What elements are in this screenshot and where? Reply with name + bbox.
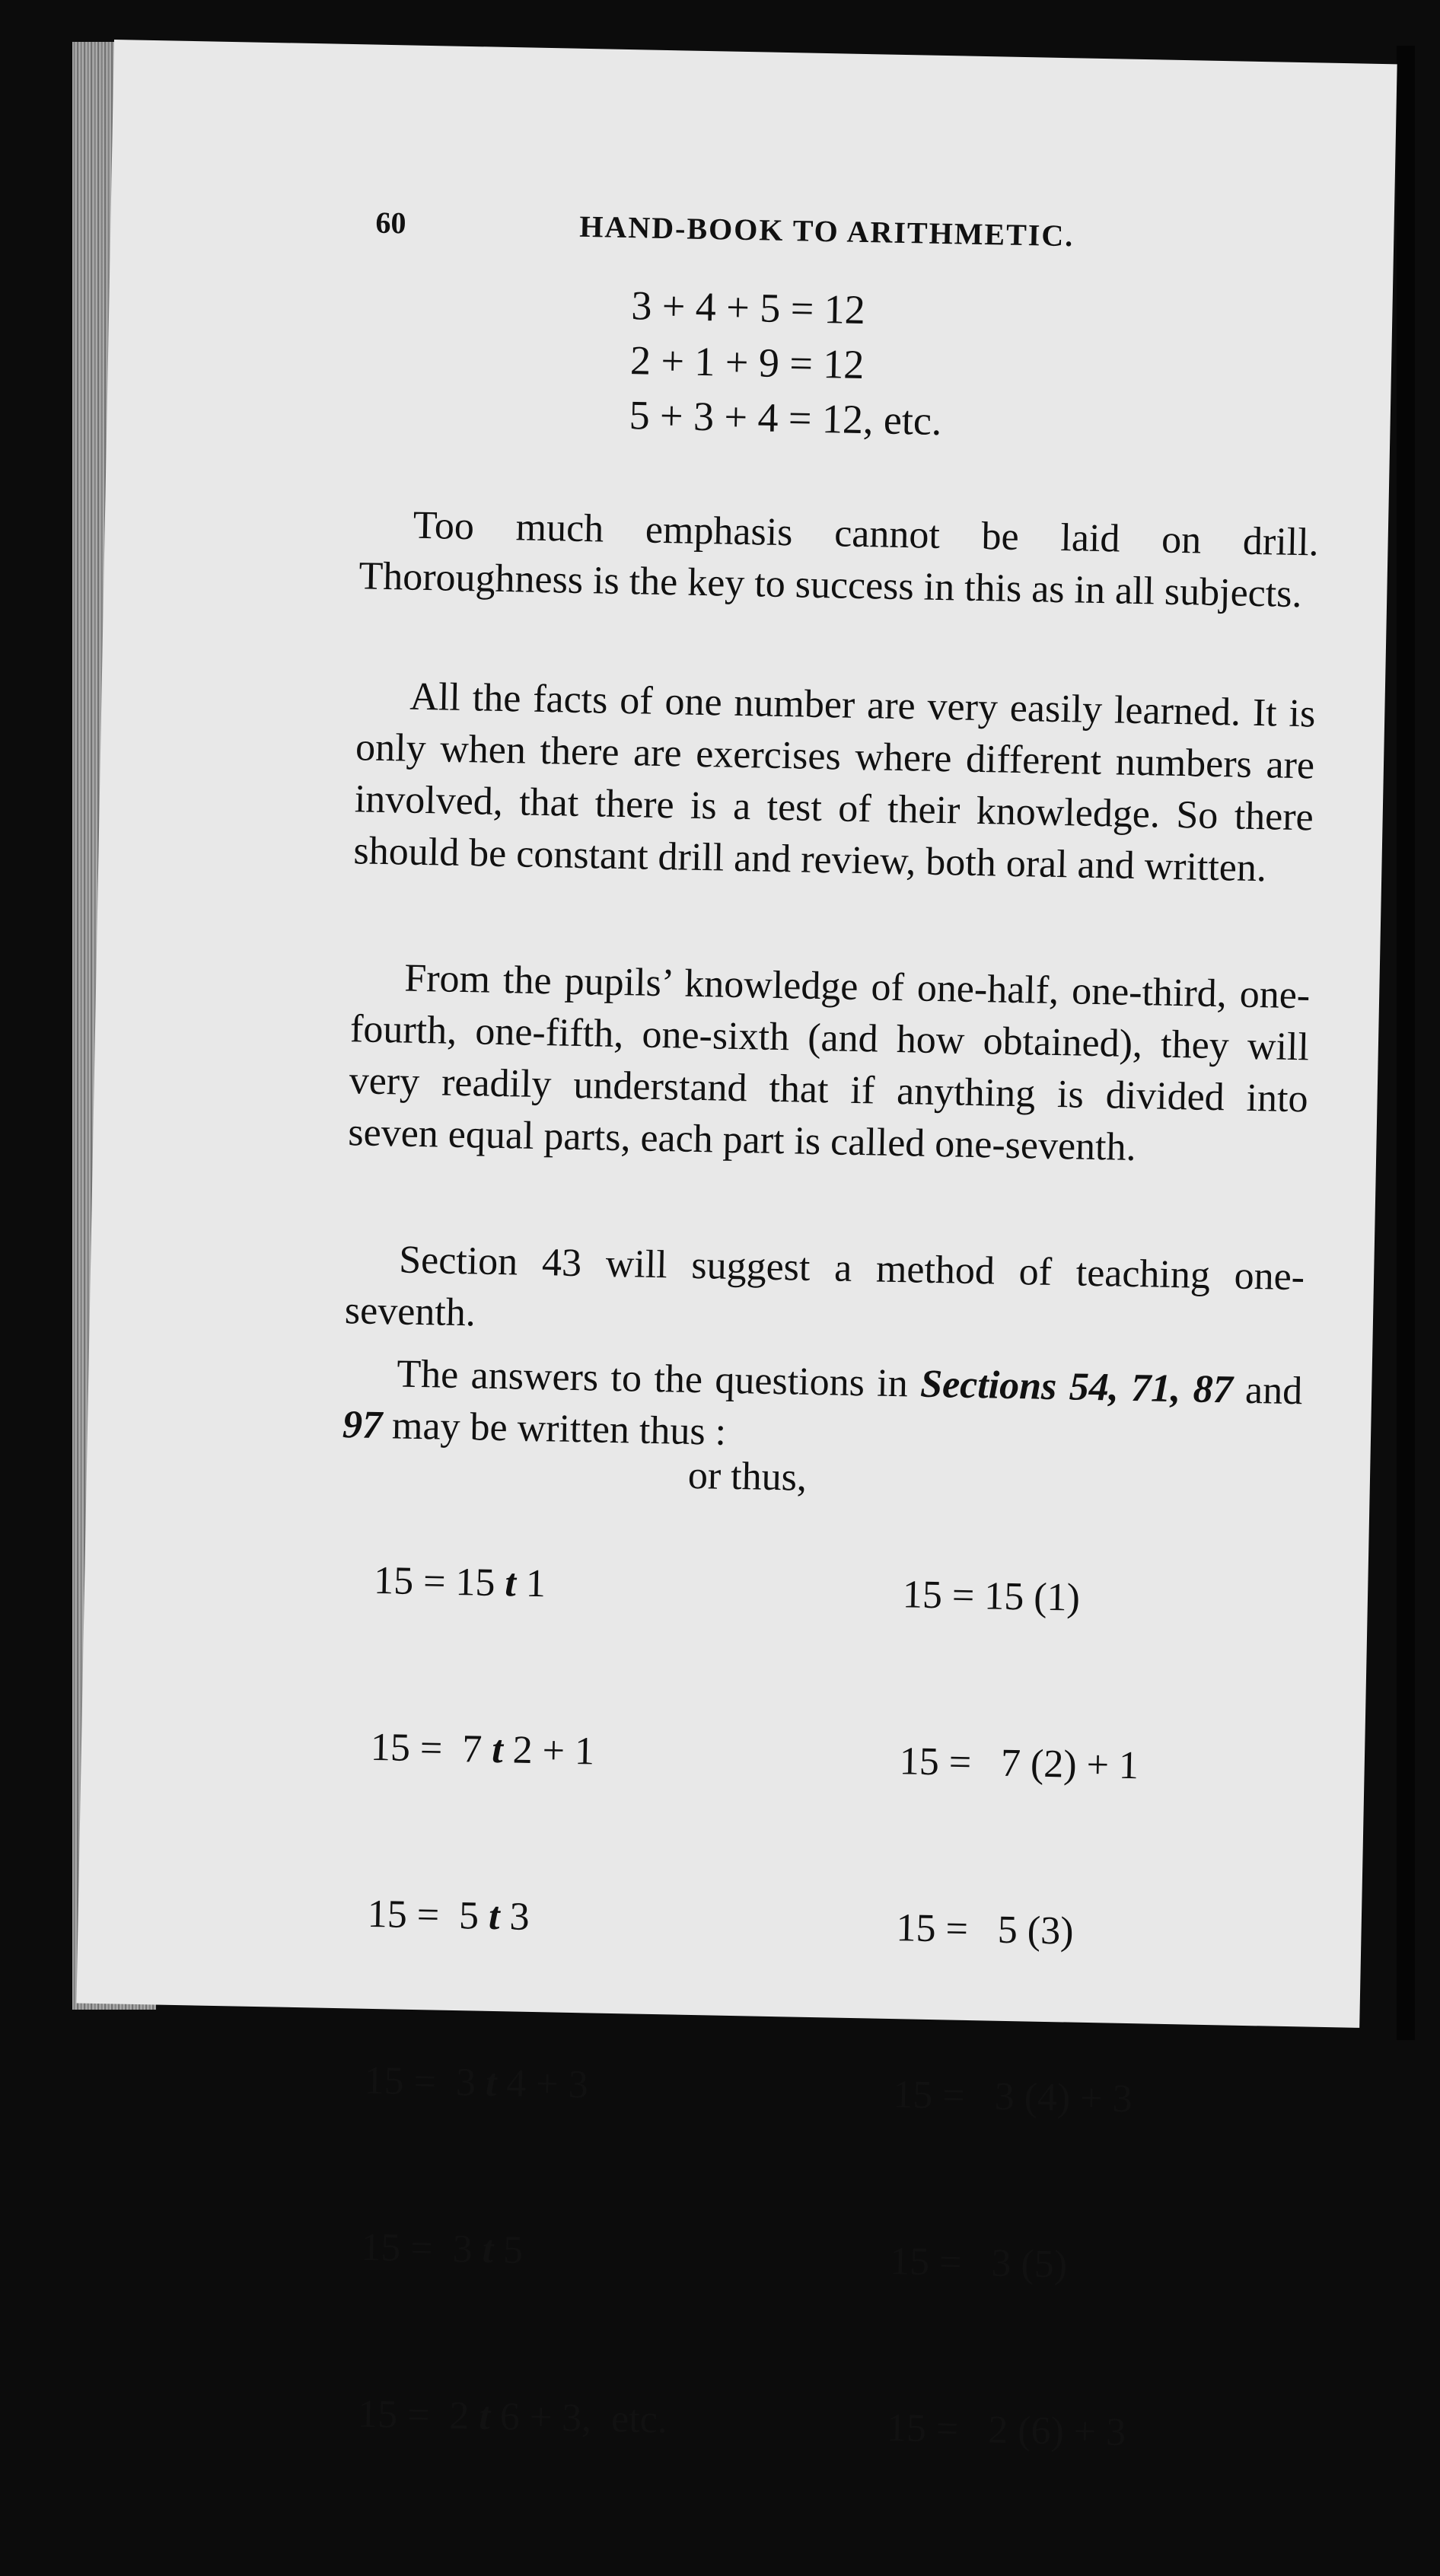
answer-quotient: 2 [448, 2394, 470, 2438]
answer-row-alt: 15 = 7 (2) + 1 [899, 1739, 1139, 1788]
answer-divisor: 6 + 3, [499, 2395, 592, 2441]
paragraph-drill: Too much emphasis cannot be laid on drill. Thoroughness is the key to success in this as in all subjects. [358, 503, 1320, 617]
answer-row [357, 2386, 667, 2448]
answer-row-alt: 15 = 3 (5) [889, 2240, 1068, 2287]
section-reference-97: 97 [342, 1403, 383, 1448]
book-page [76, 40, 1397, 2455]
answer-quotient: 5 [458, 1894, 479, 1938]
answer-row [370, 1720, 680, 1781]
answer-quotient: 3 [452, 2227, 473, 2272]
answer-quotient: 3 [455, 2061, 476, 2105]
times-symbol: t [478, 2394, 491, 2439]
running-title: HAND-BOOK TO ARITHMETIC. [578, 209, 1075, 253]
answer-row [373, 1553, 683, 1615]
answer-row-alt: 15 = 2 (6) + 3 [886, 2406, 1126, 2455]
answer-row-alt: 15 = 5 (3) [896, 1906, 1075, 1953]
equation-block [629, 278, 945, 448]
answer-lhs: 15 = [367, 1892, 460, 1938]
answer-trailing: etc. [591, 2396, 668, 2442]
times-symbol: t [491, 1727, 504, 1772]
answer-divisor: 3 [508, 1895, 530, 1939]
answer-row [361, 2220, 671, 2281]
book-right-edge [1397, 46, 1415, 2040]
times-symbol: t [482, 2227, 494, 2272]
equation-line: 3 + 4 + 5 = 12 [630, 282, 866, 333]
times-symbol: t [488, 1894, 501, 1939]
answer-row [364, 2053, 674, 2115]
answer-lhs: 15 = [364, 2058, 457, 2105]
answer-lhs: 15 = [373, 1558, 457, 1604]
paragraph-facts: All the facts of one number are very easily learned. It is only when there are exercises where different numbers are involved, that there is a test of their knowledge. So there should be constant drill and review, both oral and written. [353, 674, 1316, 891]
answers-left-column [355, 1442, 687, 2559]
running-header [110, 199, 1394, 269]
answer-divisor: 1 [525, 1561, 546, 1606]
answer-quotient: 15 [454, 1560, 496, 1605]
answer-lhs: 15 = [370, 1725, 463, 1771]
answer-lhs: 15 = [357, 2392, 451, 2438]
or-thus-label: or thus, [687, 1453, 808, 1500]
intro-and: and [1232, 1368, 1303, 1414]
times-symbol: t [504, 1561, 517, 1605]
intro-text: The answers to the questions in [396, 1352, 921, 1406]
answer-row-alt: 15 = 15 (1) [902, 1573, 1081, 1620]
answer-row-alt: 15 = 3 (4) + 3 [892, 2073, 1133, 2122]
answer-lhs: 15 = [360, 2225, 454, 2272]
equation-line: 5 + 3 + 4 = 12, etc. [629, 392, 942, 444]
intro-end: may be written thus : [381, 1404, 727, 1454]
answer-divisor: 2 + 1 [512, 1728, 595, 1774]
answers-right-column [884, 1455, 1144, 2571]
equation-line: 2 + 1 + 9 = 12 [629, 337, 865, 387]
page-number: 60 [375, 205, 406, 241]
answer-divisor: 4 + 3 [505, 2061, 589, 2107]
answer-row [367, 1886, 677, 1948]
section-references: Sections 54, 71, 87 [919, 1362, 1234, 1412]
times-symbol: t [485, 2061, 497, 2106]
answer-quotient: 7 [461, 1727, 483, 1771]
answer-divisor: 5 [502, 2228, 524, 2272]
paragraph-fractions: From the pupils’ knowledge of one-half, one-third, one-fourth, one-fifth, one-sixth (and how obtained), they will very readily understand that if anything is divided into seven equal parts, each part is called one-seventh. [347, 956, 1311, 1170]
paragraph-section-43: Section 43 will suggest a method of teaching one-seventh. [344, 1238, 1305, 1335]
